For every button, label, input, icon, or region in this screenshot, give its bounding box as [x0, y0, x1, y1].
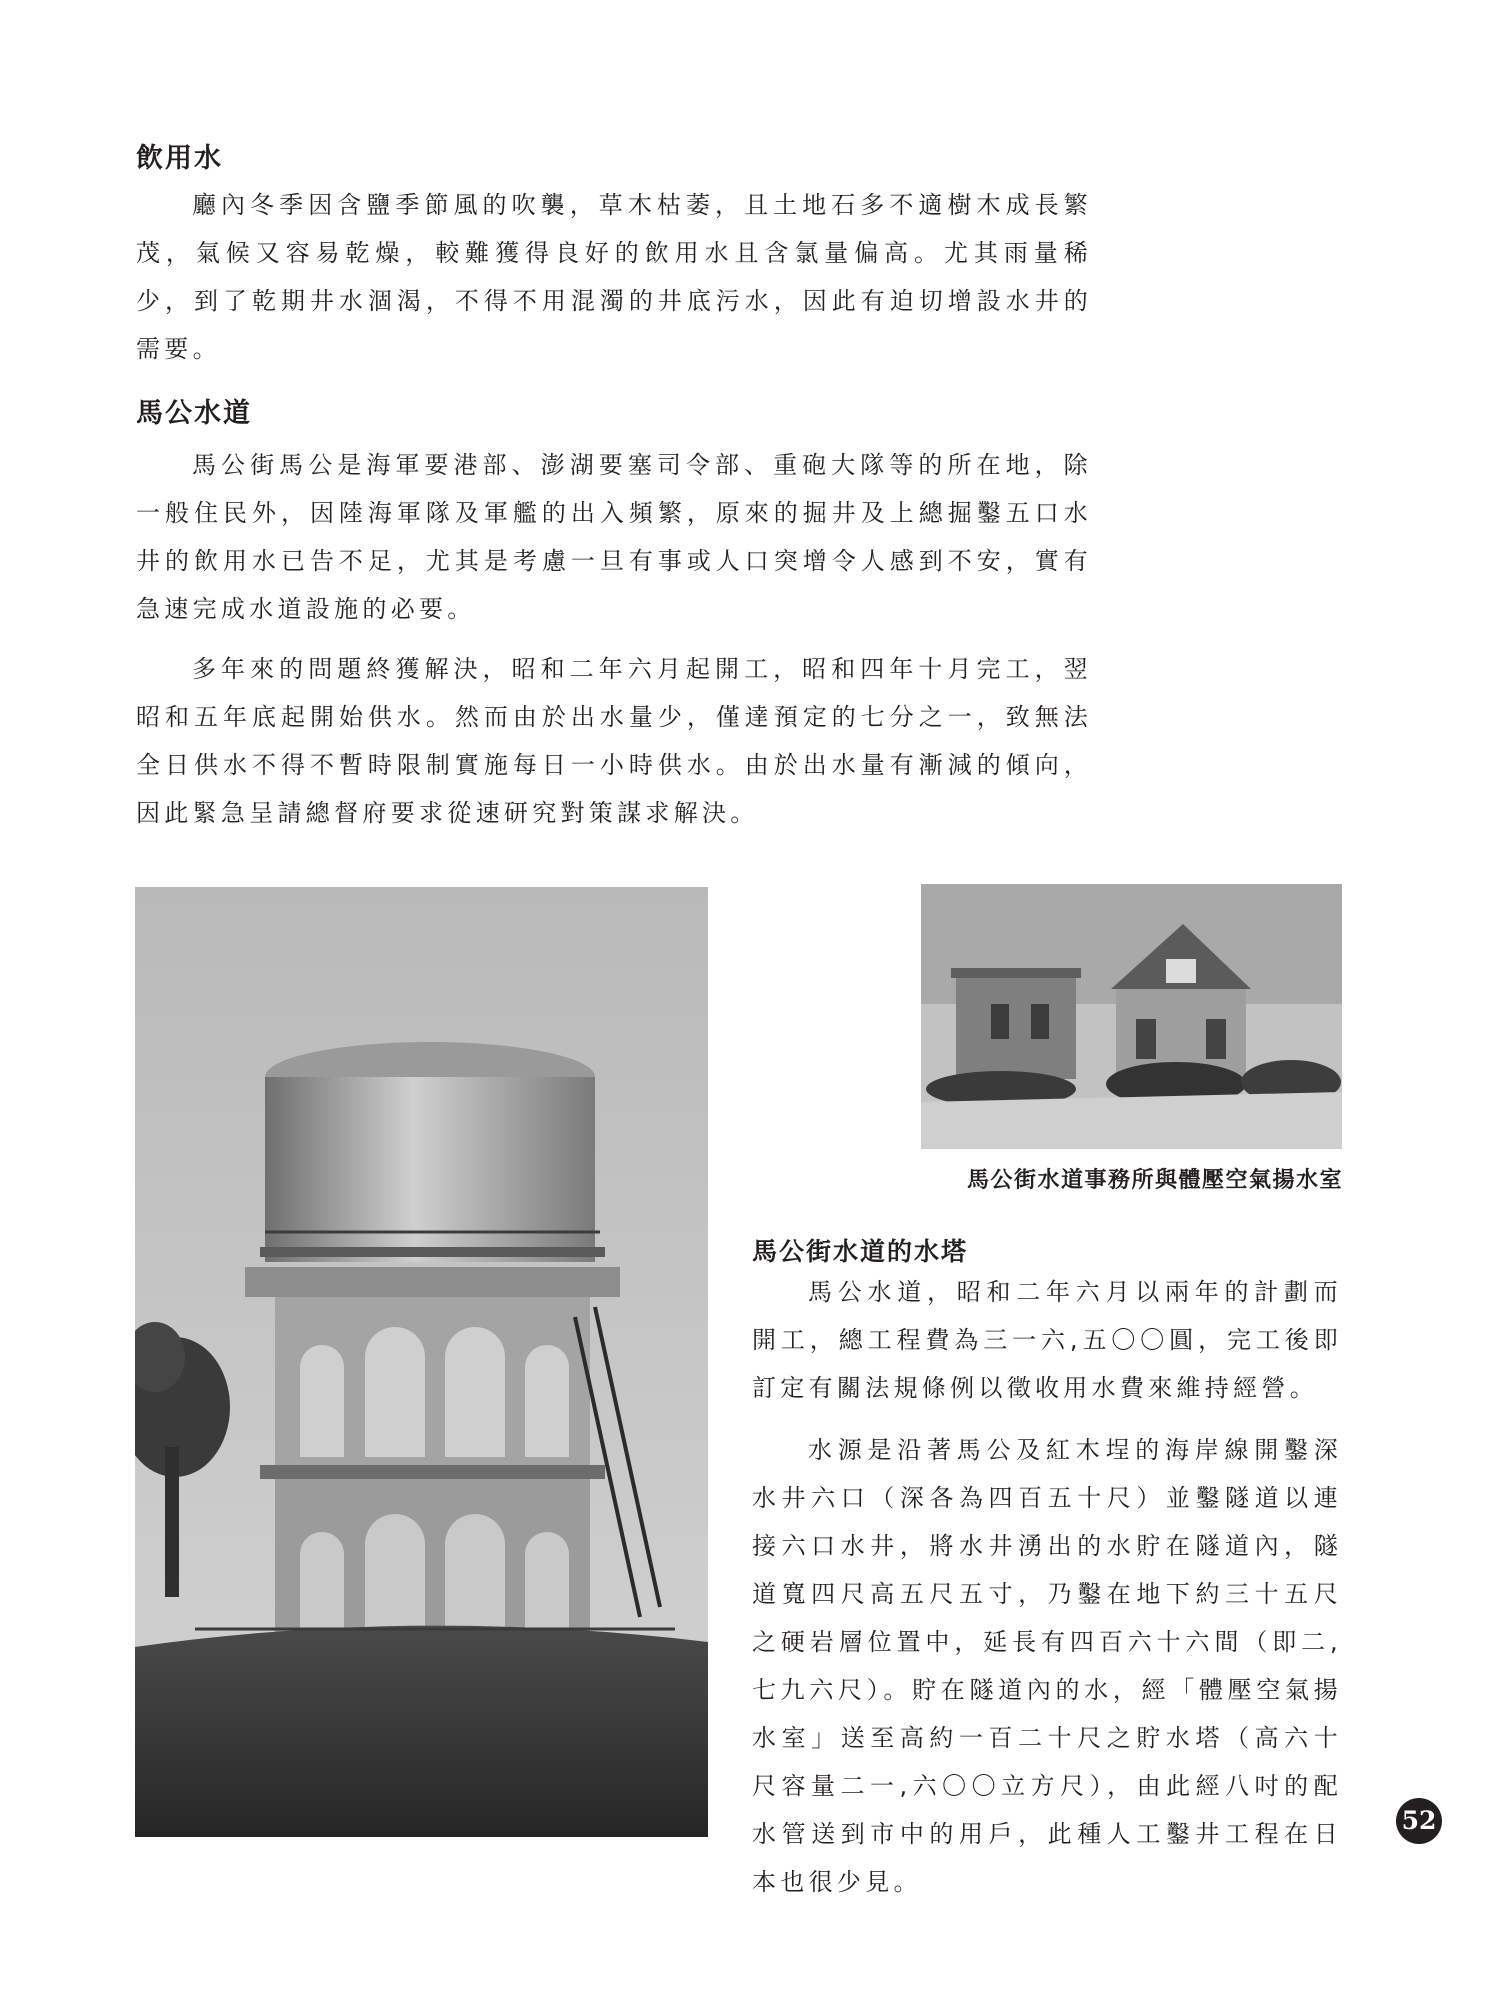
paragraph-makung-waterworks-2: 多年來的問題終獲解決，昭和二年六月起開工，昭和四年十月完工，翌昭和五年底起開始供水。然而由於出水量少，僅達預定的七分之一，致無法全日供水不得不暫時限制實施每日一小時供水。由於出水量有漸減的傾向，因此緊急呈請總督府要求從速研究對策謀求解決。: [136, 655, 1092, 827]
paragraph-water-tower-1: 馬公水道，昭和二年六月以兩年的計劃而開工，總工程費為三一六,五〇〇圓，完工後即訂定有關法規條例以徵收用水費來維持經營。: [752, 1278, 1342, 1402]
section-title-drinking-water: 飲用水: [136, 143, 223, 174]
section-title-water-tower: 馬公街水道的水塔: [752, 1237, 969, 1266]
office-photo-caption: 馬公街水道事務所與體壓空氣揚水室: [966, 1167, 1343, 1193]
paragraph-makung-waterworks-1: 馬公街馬公是海軍要港部、澎湖要塞司令部、重砲大隊等的所在地，除一般住民外，因陸海軍隊及軍艦的出入頻繁，原來的掘井及上總掘鑿五口水井的飲用水已告不足，尤其是考慮一旦有事或人口突增令人感到不安，實有急速完成水道設施的必要。: [136, 451, 1092, 623]
section-title-makung-waterworks: 馬公水道: [136, 398, 252, 429]
waterworks-office-photo: [921, 884, 1342, 1149]
paragraph-water-tower-2: 水源是沿著馬公及紅木埕的海岸線開鑿深水井六口（深各為四百五十尺）並鑿隧道以連接六口水井，將水井湧出的水貯在隧道內，隧道寬四尺高五尺五寸，乃鑿在地下約三十五尺之硬岩層位置中，延長有四百六十六間（即二,七九六尺）。貯在隧道內的水，經「體壓空氣揚水室」送至高約一百二十尺之貯水塔（高六十尺容量二一,六〇〇立方尺），由此經八吋的配水管送到市中的用戶，此種人工鑿井工程在日本也很少見。: [752, 1436, 1342, 1896]
page-number: 52: [1396, 1798, 1442, 1844]
water-tower-photo: [135, 887, 708, 1837]
paragraph-drinking-water: 廳內冬季因含鹽季節風的吹襲，草木枯萎，且土地石多不適樹木成長繁茂，氣候又容易乾燥，較難獲得良好的飲用水且含氯量偏高。尤其雨量稀少，到了乾期井水涸渴，不得不用混濁的井底污水，因此有迫切增設水井的需要。: [136, 191, 1092, 363]
